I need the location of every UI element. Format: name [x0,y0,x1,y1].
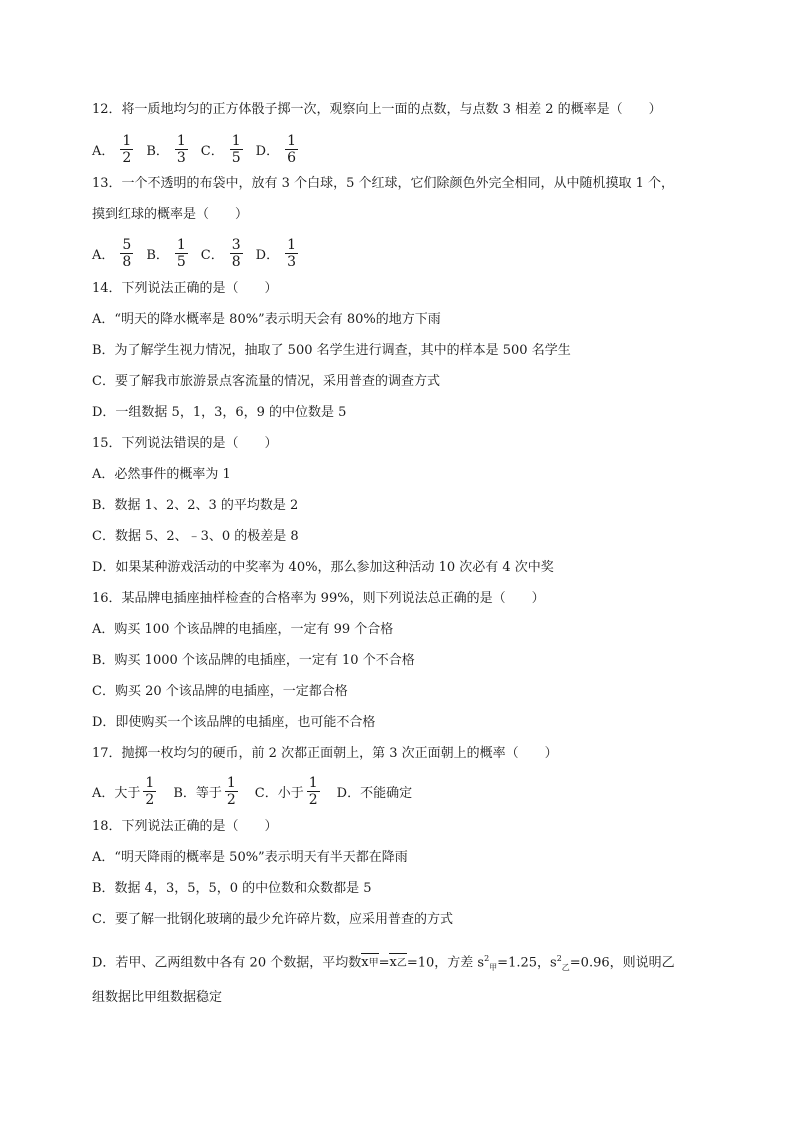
q16-option-b: B．购买 1000 个该品牌的电插座，一定有 10 个不合格 [92,653,415,668]
q18-stem: 18．下列说法正确的是（ ） [92,819,278,834]
q17-option-b: B．等于 $\frac{1}{2}$ [173,774,236,808]
fraction: $\frac{1}{2}$ [145,774,155,808]
q18-option-a: A．“明天降雨的概率是 50%”表示明天有半天都在降雨 [92,850,408,865]
q15-option-b: B．数据 1、2、2、3 的平均数是 2 [92,498,299,513]
fraction: $\frac{1}{2}$ [122,132,132,166]
mean-symbol-yi: x乙 [389,955,407,971]
q15-option-c: C．数据 5、2、﹣3、0 的极差是 8 [92,529,299,544]
q17-stem: 17．抛掷一枚均匀的硬币，前 2 次都正面朝上，第 3 次正面朝上的概率（ ） [92,746,558,761]
q13-stem-line2: 摸到红球的概率是（ ） [92,207,249,222]
fraction: $\frac{1}{6}$ [287,132,297,166]
q13-option-d: D． $\frac{1}{3}$ [255,236,297,270]
q18-option-c: C．要了解一批钢化玻璃的最少允许碎片数，应采用普查的方式 [92,912,453,927]
q12-stem: 12．将一质地均匀的正方体骰子掷一次，观察向上一面的点数，与点数 3 相差 2 的概率是（ ） [92,102,662,117]
q12-option-c: C． $\frac{1}{5}$ [200,132,241,166]
q12-option-d: D． $\frac{1}{6}$ [255,132,297,166]
q14-option-c: C．要了解我市旅游景点客流量的情况，采用普查的调查方式 [92,374,440,389]
q14-stem: 14．下列说法正确的是（ ） [92,281,278,296]
q17-options [92,771,422,811]
fraction: $\frac{1}{3}$ [176,132,186,166]
q12-option-a: A． $\frac{1}{2}$ [92,132,132,166]
q15-option-a: A．必然事件的概率为 1 [92,467,231,482]
q17-option-c: C．小于 $\frac{1}{2}$ [254,774,318,808]
q14-option-a: A．“明天的降水概率是 80%”表示明天会有 80%的地方下雨 [92,312,441,327]
q16-option-d: D．即使购买一个该品牌的电插座，也可能不合格 [92,715,376,730]
q18-option-d: D．若甲、乙两组数中各有 20 个数据，平均数x甲=x乙=10，方差 $s^2_甲=1.25$，$s^2_乙=0.96$，则说明乙 [92,954,675,972]
q18-d-text: D．若甲、乙两组数中各有 20 个数据，平均数 [92,955,362,971]
fraction: $\frac{1}{5}$ [176,236,186,270]
q17-option-d: D．不能确定 [336,785,413,801]
q15-option-d: D．如果某种游戏活动的中奖率为 40%，那么参加这种活动 10 次必有 4 次中奖 [92,560,554,575]
q13-option-c: C． $\frac{3}{8}$ [200,236,241,270]
q16-option-a: A．购买 100 个该品牌的电插座，一定有 99 个合格 [92,622,394,637]
q14-option-b: B．为了解学生视力情况，抽取了 500 名学生进行调查，其中的样本是 500 名学生 [92,343,571,358]
fraction: $\frac{1}{2}$ [308,774,318,808]
q14-option-d: D．一组数据 5，1，3，6，9 的中位数是 5 [92,405,347,420]
fraction: $\frac{1}{2}$ [226,774,236,808]
fraction: $\frac{1}{3}$ [287,236,297,270]
q13-options [92,233,311,273]
q12-option-b: B． $\frac{1}{3}$ [146,132,186,166]
q18-option-d-line2: 组数据比甲组数据稳定 [92,990,223,1005]
q13-option-b: B． $\frac{1}{5}$ [146,236,186,270]
mean-symbol-jia: x甲 [361,955,379,971]
q18-option-b: B．数据 4，3，5，5，0 的中位数和众数都是 5 [92,881,372,896]
q16-option-c: C．购买 20 个该品牌的电插座，一定都合格 [92,684,348,699]
fraction: $\frac{5}{8}$ [122,236,132,270]
q13-option-a: A． $\frac{5}{8}$ [92,236,132,270]
q17-option-a: A．大于 $\frac{1}{2}$ [92,774,155,808]
q16-stem: 16．某品牌电插座抽样检查的合格率为 99%，则下列说法总正确的是（ ） [92,591,545,606]
fraction: $\frac{3}{8}$ [231,236,241,270]
fraction: $\frac{1}{5}$ [231,132,241,166]
q15-stem: 15．下列说法错误的是（ ） [92,436,278,451]
q13-stem-line1: 13．一个不透明的布袋中，放有 3 个白球，5 个红球，它们除颜色外完全相同，从中随机摸取 1 个， [92,176,675,191]
q12-options [92,129,311,169]
